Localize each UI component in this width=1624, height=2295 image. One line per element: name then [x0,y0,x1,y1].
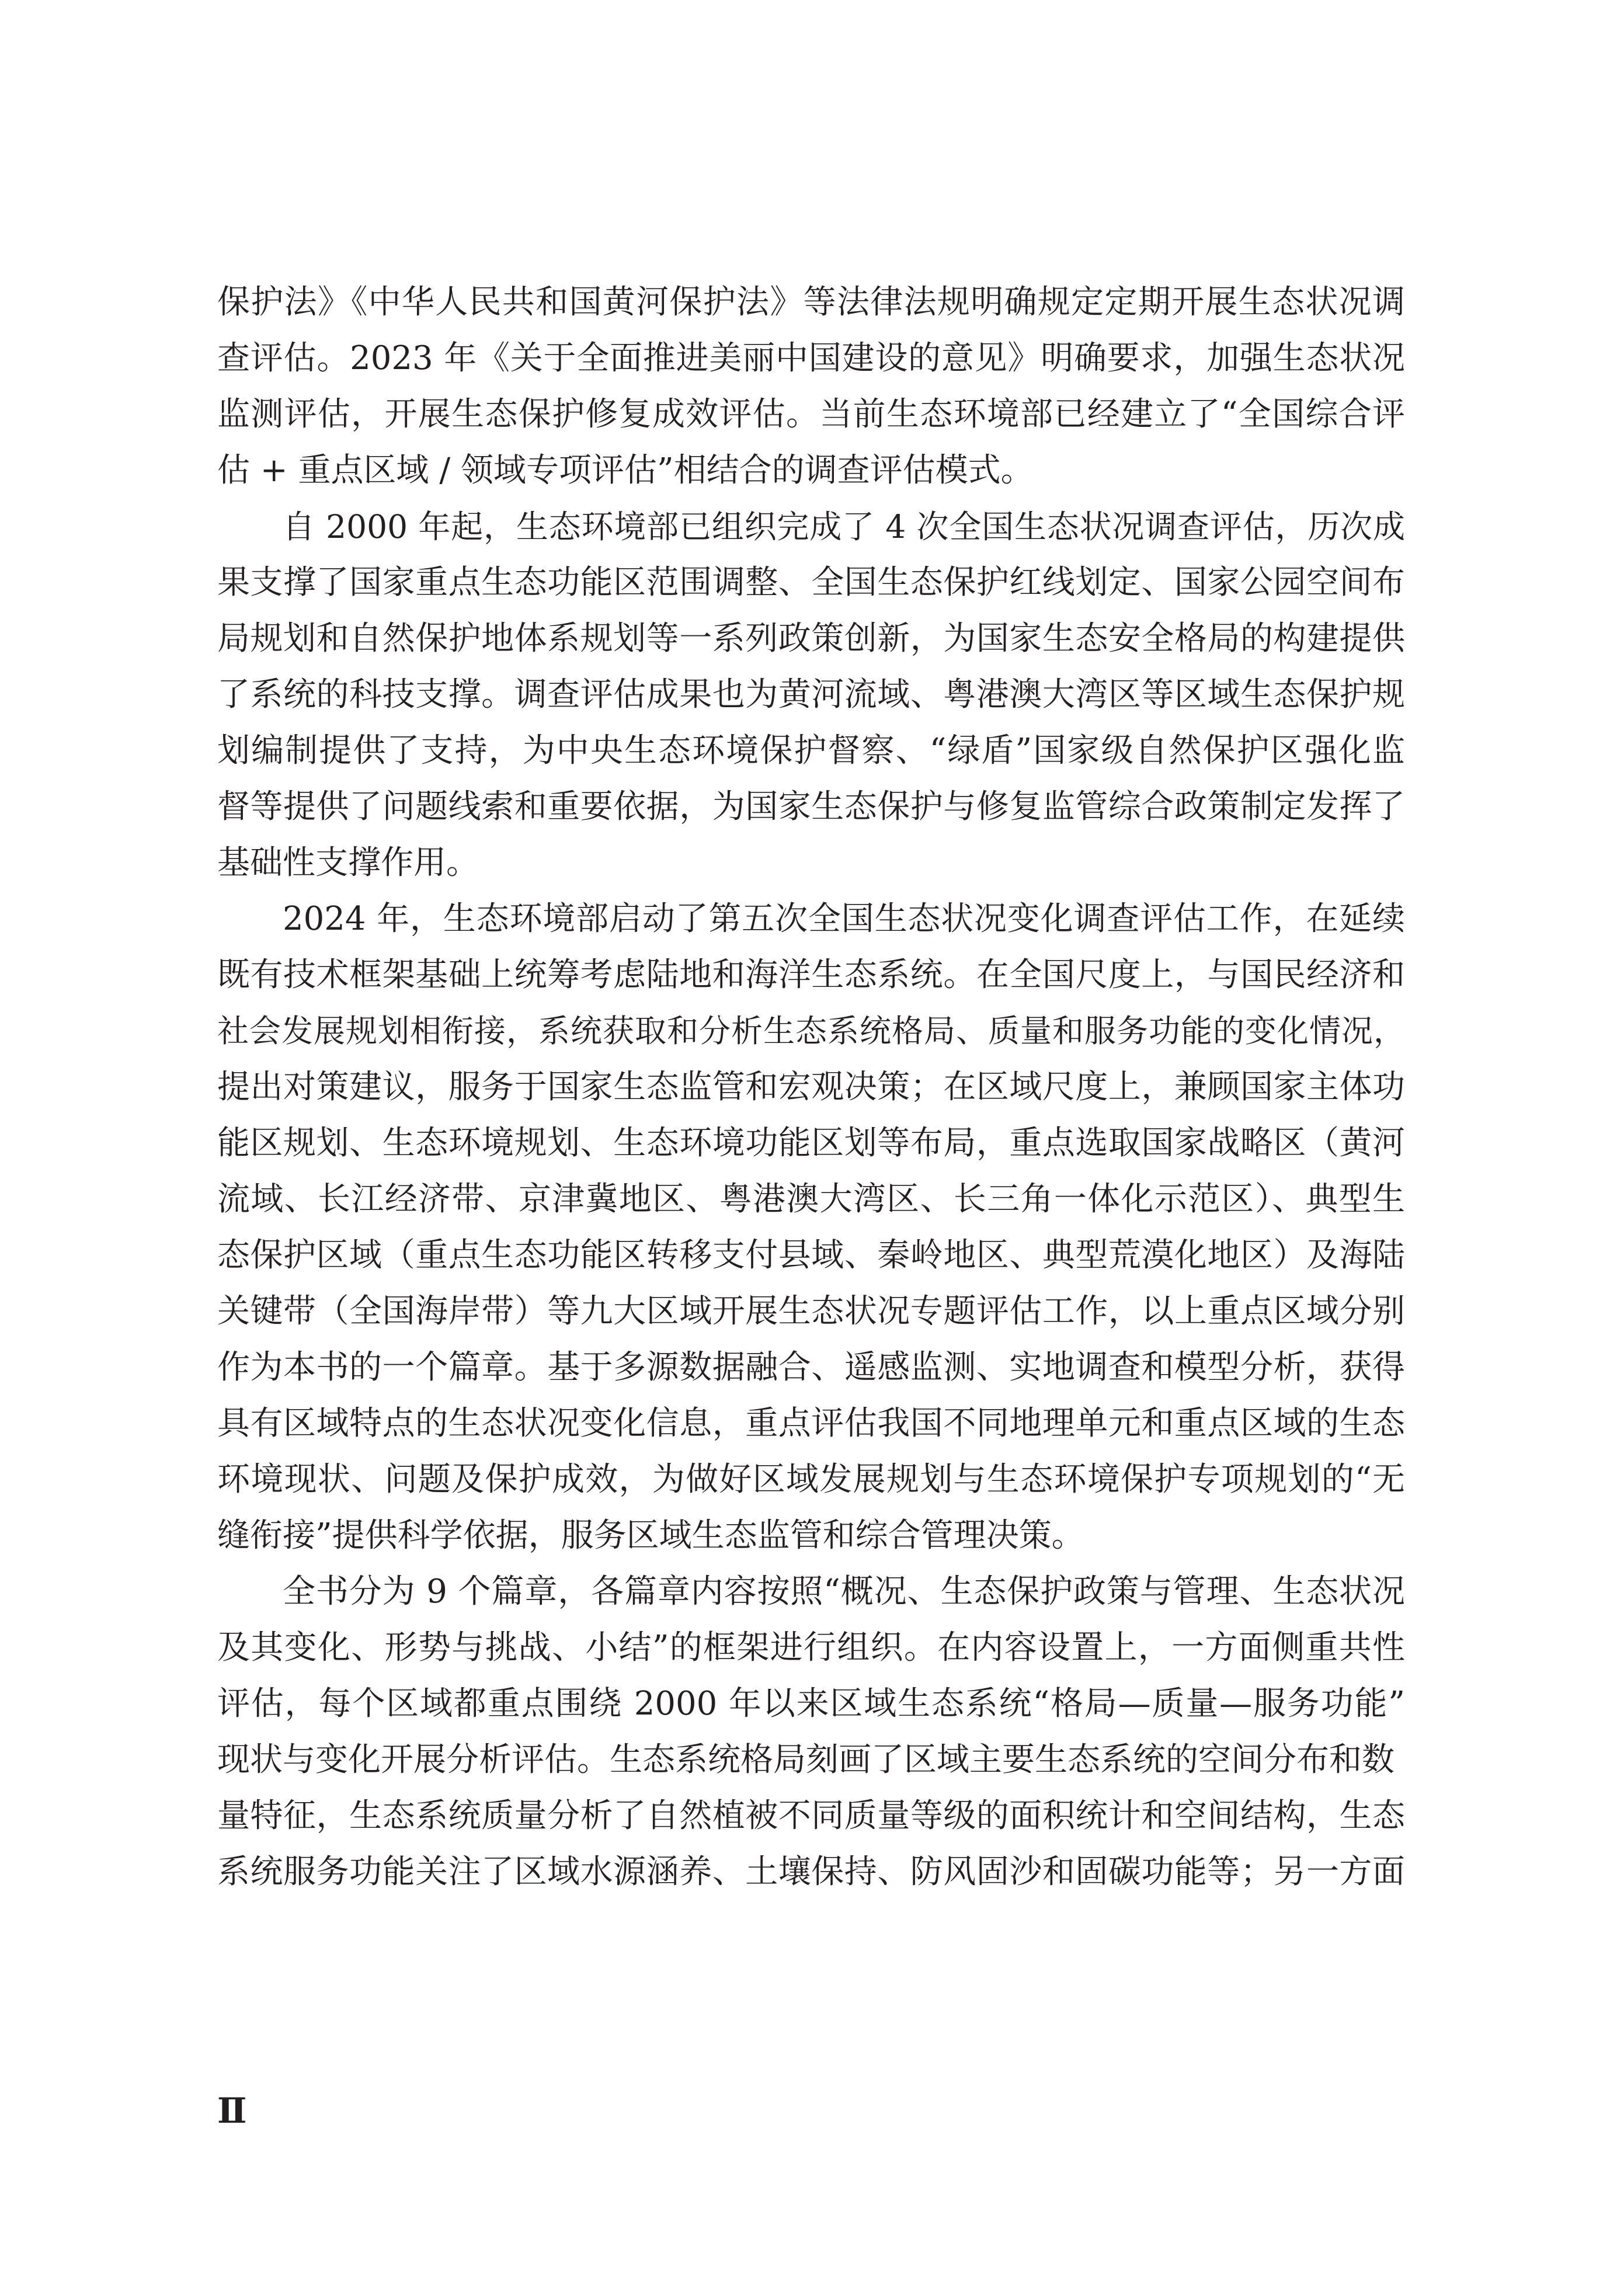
text-line: 缝衔接”提供科学依据，服务区域生态监管和综合管理决策。 [217,1517,1084,1555]
text-line: 既有技术框架基础上统筹考虑陆地和海洋生态系统。在全国尺度上，与国民经济和 [217,956,1405,994]
text-line: 系统服务功能关注了区域水源涵养、土壤保持、防风固沙和固碳功能等；另一方面 [217,1853,1405,1891]
text-line: 量特征，生态系统质量分析了自然植被不同质量等级的面积统计和空间结构，生态 [217,1797,1405,1835]
text-line: 自 2000 年起，生态环境部已组织完成了 4 次全国生态状况调查评估，历次成 [283,508,1405,545]
text-line: 全书分为 9 个篇章，各篇章内容按照“概况、生态保护政策与管理、生态状况 [283,1573,1405,1611]
text-line: 环境现状、问题及保护成效，为做好区域发展规划与生态环境保护专项规划的“无 [217,1461,1405,1498]
text-line: 及其变化、形势与挑战、小结”的框架进行组织。在内容设置上，一方面侧重共性 [217,1629,1405,1667]
text-line: 保护法》《中华人民共和国黄河保护法》等法律法规明确规定定期开展生态状况调 [217,283,1405,321]
text-line: 现状与变化开展分析评估。生态系统格局刻画了区域主要生态系统的空间分布和数 [217,1741,1395,1779]
text-line: 监测评估，开展生态保护修复成效评估。当前生态环境部已经建立了“全国综合评 [217,395,1405,433]
text-line: 了系统的科技支撑。调查评估成果也为黄河流域、粤港澳大湾区等区域生态保护规 [217,676,1405,714]
text-line: 社会发展规划相衔接，系统获取和分析生态系统格局、质量和服务功能的变化情况， [217,1013,1405,1049]
text-line: 流域、长江经济带、京津冀地区、粤港澳大湾区、长三角一体化示范区）、典型生 [217,1180,1405,1218]
text-line: 查评估。2023 年《关于全面推进美丽中国建设的意见》明确要求，加强生态状况 [217,339,1405,377]
text-line: 估 + 重点区域 / 领域专项评估”相结合的调查评估模式。 [217,451,1034,489]
text-line: 基础性支撑作用。 [217,844,479,882]
body-text [217,274,1405,1900]
page-number: Ⅱ [217,2091,247,2131]
text-line: 督等提供了问题线索和重要依据，为国家生态保护与修复监管综合政策制定发挥了 [217,788,1405,826]
text-line: 划编制提供了支持，为中央生态环境保护督察、“绿盾”国家级自然保护区强化监 [217,732,1405,770]
text-line: 评估，每个区域都重点围绕 2000 年以来区域生态系统“格局—质量—服务功能” [217,1685,1406,1723]
text-line: 提出对策建议，服务于国家生态监管和宏观决策；在区域尺度上，兼顾国家主体功 [217,1068,1405,1106]
text-line: 态保护区域（重点生态功能区转移支付县域、秦岭地区、典型荒漠化地区）及海陆 [217,1236,1405,1274]
text-line: 2024 年，生态环境部启动了第五次全国生态状况变化调查评估工作，在延续 [283,900,1405,938]
text-line: 具有区域特点的生态状况变化信息，重点评估我国不同地理单元和重点区域的生态 [217,1404,1405,1442]
text-line: 果支撑了国家重点生态功能区范围调整、全国生态保护红线划定、国家公园空间布 [217,564,1405,601]
text-line: 局规划和自然保护地体系规划等一系列政策创新，为国家生态安全格局的构建提供 [217,620,1405,658]
text-line: 关键带（全国海岸带）等九大区域开展生态状况专题评估工作，以上重点区域分别 [217,1292,1405,1330]
text-line: 作为本书的一个篇章。基于多源数据融合、遥感监测、实地调查和模型分析，获得 [217,1348,1405,1386]
text-line: 能区规划、生态环境规划、生态环境功能区划等布局，重点选取国家战略区（黄河 [217,1124,1405,1162]
